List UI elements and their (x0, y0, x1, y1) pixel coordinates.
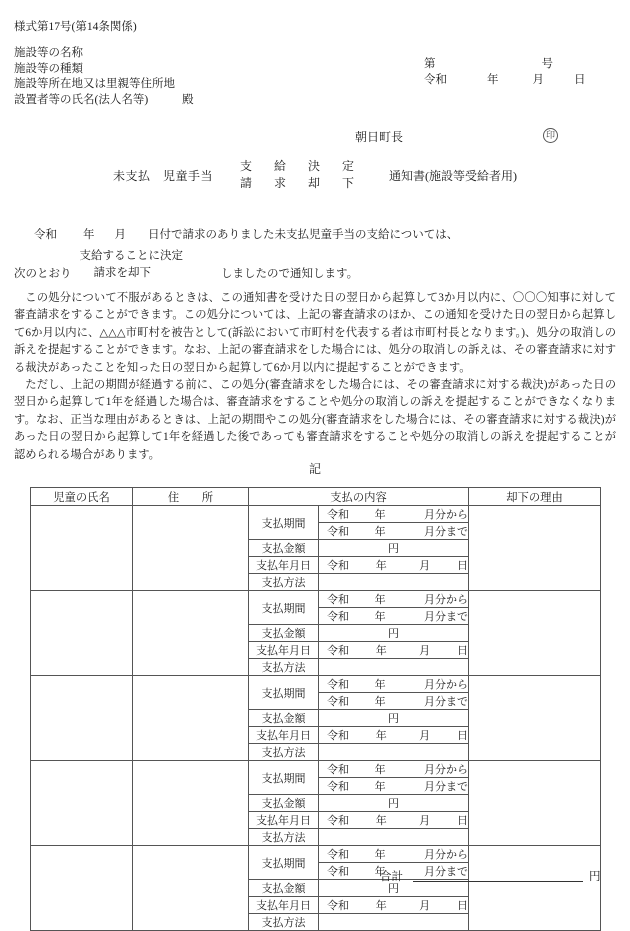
installer-name-row (14, 93, 194, 109)
intro-decision-line (14, 248, 614, 282)
label-payment-amount: 支払金額 (249, 710, 319, 727)
document-number-line (424, 55, 553, 71)
form-number: 様式第17号(第14条関係) (14, 21, 137, 33)
header-child-name: 児童の氏名 (31, 488, 133, 506)
cell-payment-amount[interactable]: 円 (319, 540, 469, 557)
cell-child-name[interactable] (31, 506, 133, 591)
legal-paragraph-2: ただし、上記の期間が経過する前に、この処分(審査請求をした場合には、その審査請求に対する裁決)があった日の翌日から起算して1年を経過した場合は、審査請求をすることや処分の取消しの訴えを提起することができなくなります。なお、正当な理由があるときは、上記の期間やこの処分(審査請求をした場合には、その審査請求に対する裁決)があった日の翌日から起算して1年を経過した後であっても審査請求をすることや処分の取消しの訴えを提起することが認められる場合があります。 (14, 379, 616, 461)
cell-address[interactable] (133, 846, 249, 931)
label-payment-amount: 支払金額 (249, 540, 319, 557)
honorific-dono: 殿 (182, 93, 194, 106)
cell-child-name[interactable] (31, 761, 133, 846)
label-payment-period: 支払期間 (249, 846, 319, 880)
document-date-line (424, 71, 586, 87)
title-option-grant: 支 給 決 定 (240, 159, 360, 173)
intro-option-stack (80, 248, 184, 282)
label-payment-date: 支払年月日 (249, 812, 319, 829)
label-payment-method: 支払方法 (249, 914, 319, 931)
cell-period-to[interactable]: 令和 年 月分まで (319, 608, 469, 625)
cell-payment-amount[interactable]: 円 (319, 880, 469, 897)
intro-request-date-line (34, 226, 458, 242)
cell-address[interactable] (133, 591, 249, 676)
title-suffix-text: 通知書(施設等受給者用) (389, 168, 518, 183)
total-label: 合計 (380, 871, 403, 883)
date-month: 月 (532, 74, 544, 86)
label-payment-period: 支払期間 (249, 591, 319, 625)
facility-type-label: 施設等の種類 (14, 62, 83, 75)
table-row (31, 676, 601, 693)
table-row (31, 591, 601, 608)
issuer-name: 朝日町長 (355, 130, 404, 144)
label-payment-date: 支払年月日 (249, 557, 319, 574)
table-header-row (31, 488, 601, 506)
cell-period-to[interactable]: 令和 年 月分まで (319, 863, 469, 880)
label-payment-date: 支払年月日 (249, 642, 319, 659)
cell-payment-method[interactable] (319, 574, 469, 591)
cell-period-to[interactable]: 令和 年 月分まで (319, 693, 469, 710)
cell-period-from[interactable]: 令和 年 月分から (319, 591, 469, 608)
date-day: 日 (574, 74, 586, 86)
payment-table-body (31, 506, 601, 931)
label-payment-amount: 支払金額 (249, 625, 319, 642)
cell-period-to[interactable]: 令和 年 月分まで (319, 523, 469, 540)
intro-rest: 日付で請求のありました未支払児童手当の支給については、 (148, 229, 459, 241)
intro-tail: しましたので通知します。 (221, 268, 359, 280)
cell-payment-date[interactable]: 令和 年 月 日 (319, 642, 469, 659)
cell-payment-method[interactable] (319, 659, 469, 676)
title-main-text: 未支払 児童手当 (112, 168, 213, 183)
label-payment-method: 支払方法 (249, 744, 319, 761)
legal-paragraph-1: この処分について不服があるときは、この通知書を受けた日の翌日から起算して3か月以内に、〇〇〇知事に対して審査請求をすることができます。この処分については、上記の審査請求のほか、この通知を受けた日の翌日から起算して6か月以内に、△△△市町村を被告として(訴訟において市町村を代表する者は市町村長となります。)、処分の取消しの訴えを提起することができます。なお、上記の審査請求をした場合には、処分の取消しの訴えは、その審査請求に対する裁決があったことを知った日の翌日から起算して6か月以内に提起することができます。 (14, 292, 616, 374)
cell-period-from[interactable]: 令和 年 月分から (319, 506, 469, 523)
cell-child-name[interactable] (31, 846, 133, 931)
cell-payment-date[interactable]: 令和 年 月 日 (319, 897, 469, 914)
label-payment-method: 支払方法 (249, 659, 319, 676)
cell-rejection-reason[interactable] (469, 846, 601, 931)
legal-notice (14, 290, 616, 464)
label-payment-amount: 支払金額 (249, 880, 319, 897)
table-row (31, 506, 601, 523)
title-option-stack (235, 158, 359, 192)
intro-option-grant: 支給することに決定 (79, 250, 183, 262)
cell-period-from[interactable]: 令和 年 月分から (319, 761, 469, 778)
seal-icon: 印 (543, 128, 558, 143)
date-era: 令和 (424, 74, 447, 86)
facility-fields (14, 46, 194, 108)
cell-period-from[interactable]: 令和 年 月分から (319, 676, 469, 693)
intro-year: 年 (83, 229, 95, 241)
label-payment-amount: 支払金額 (249, 795, 319, 812)
cell-address[interactable] (133, 676, 249, 761)
label-payment-period: 支払期間 (249, 676, 319, 710)
header-payment-content: 支払の内容 (249, 488, 469, 506)
document-title (0, 158, 630, 192)
cell-rejection-reason[interactable] (469, 676, 601, 761)
cell-rejection-reason[interactable] (469, 591, 601, 676)
label-payment-period: 支払期間 (249, 506, 319, 540)
cell-period-to[interactable]: 令和 年 月分まで (319, 778, 469, 795)
cell-payment-method[interactable] (319, 744, 469, 761)
cell-address[interactable] (133, 506, 249, 591)
cell-payment-method[interactable] (319, 829, 469, 846)
intro-lead: 次のとおり (14, 268, 72, 280)
label-payment-date: 支払年月日 (249, 897, 319, 914)
cell-rejection-reason[interactable] (469, 506, 601, 591)
facility-address-label: 施設等所在地又は里親等住所地 (14, 78, 175, 90)
date-year: 年 (487, 74, 499, 86)
payment-table (30, 487, 601, 931)
total-row (380, 868, 601, 884)
label-payment-method: 支払方法 (249, 574, 319, 591)
table-row (31, 761, 601, 778)
cell-payment-date[interactable]: 令和 年 月 日 (319, 812, 469, 829)
intro-era: 令和 (34, 229, 57, 241)
ki-mark: 記 (308, 462, 321, 476)
table-row (31, 846, 601, 863)
total-unit: 円 (589, 871, 601, 883)
cell-child-name[interactable] (31, 676, 133, 761)
cell-child-name[interactable] (31, 591, 133, 676)
doc-number-prefix: 第 (424, 58, 436, 70)
total-value-field[interactable] (413, 870, 583, 882)
cell-payment-method[interactable] (319, 914, 469, 931)
label-payment-method: 支払方法 (249, 829, 319, 846)
cell-payment-amount[interactable]: 円 (319, 710, 469, 727)
label-payment-date: 支払年月日 (249, 727, 319, 744)
doc-number-suffix: 号 (541, 58, 553, 70)
facility-name-label: 施設等の名称 (14, 47, 83, 59)
intro-month: 月 (114, 229, 126, 241)
cell-payment-date[interactable]: 令和 年 月 日 (319, 557, 469, 574)
cell-payment-amount[interactable]: 円 (319, 625, 469, 642)
cell-payment-amount[interactable]: 円 (319, 795, 469, 812)
cell-payment-date[interactable]: 令和 年 月 日 (319, 727, 469, 744)
installer-name-label: 設置者等の氏名(法人名等) (14, 93, 149, 106)
intro-option-reject: 請求を却下 (93, 267, 151, 279)
header-address: 住 所 (133, 488, 249, 506)
title-option-reject: 請 求 却 下 (240, 176, 360, 190)
cell-rejection-reason[interactable] (469, 761, 601, 846)
header-rejection-reason: 却下の理由 (469, 488, 601, 506)
cell-address[interactable] (133, 761, 249, 846)
label-payment-period: 支払期間 (249, 761, 319, 795)
cell-period-from[interactable]: 令和 年 月分から (319, 846, 469, 863)
